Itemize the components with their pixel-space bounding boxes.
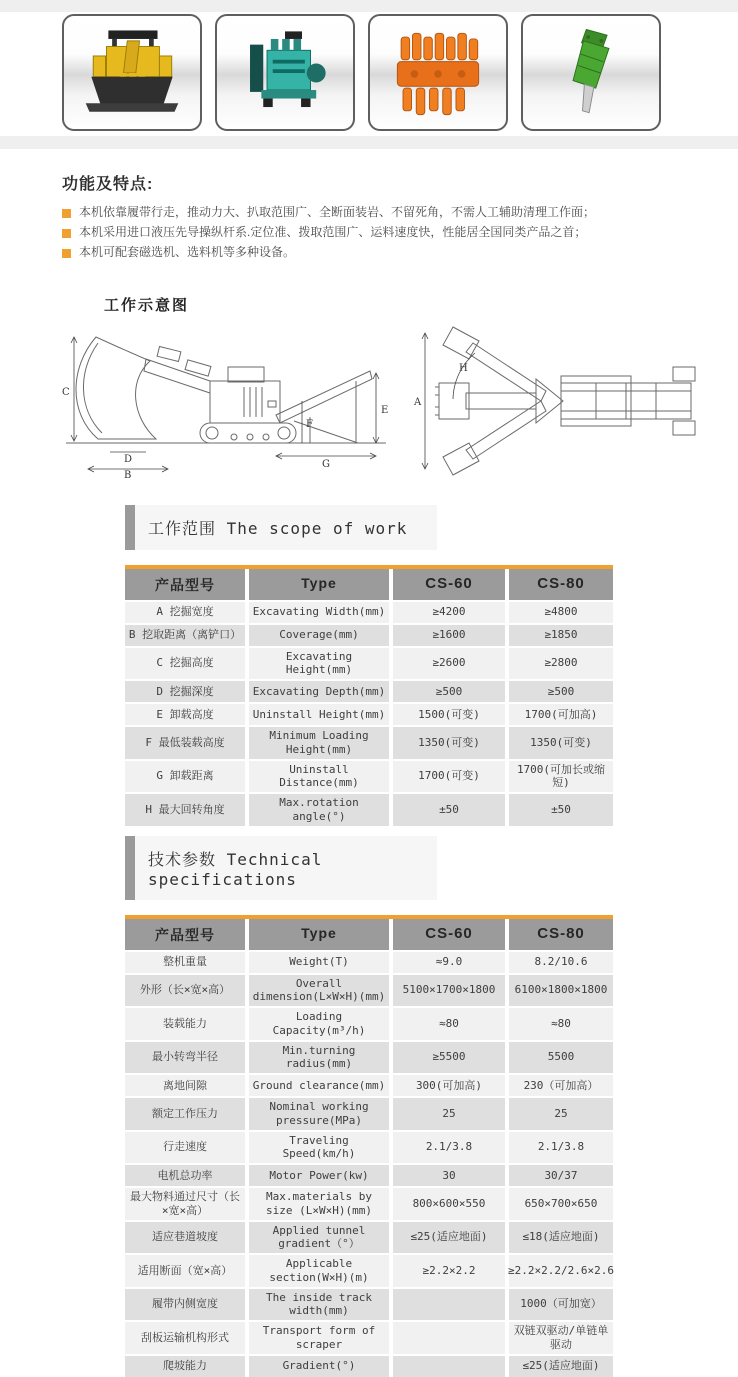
- table-row: [125, 1165, 613, 1186]
- row-type-cell: Excavating Width(mm): [249, 602, 389, 623]
- row-label-cell: 适应巷道坡度: [125, 1222, 245, 1254]
- top-view-diagram: [411, 321, 711, 481]
- row-cs80-cell: 30/37: [509, 1165, 613, 1186]
- row-label-cell: 装载能力: [125, 1008, 245, 1040]
- row-cs80-cell: ±50: [509, 794, 613, 826]
- row-label-cell: E 卸载高度: [125, 704, 245, 725]
- scope-of-work-table: [125, 565, 613, 826]
- table-row: [125, 727, 613, 759]
- feature-list: [62, 206, 738, 260]
- row-label-cell: B 挖取距离（离铲口）: [125, 625, 245, 646]
- row-cs80-cell: 8.2/10.6: [509, 952, 613, 973]
- row-cs60-cell: ≥2600: [393, 648, 505, 680]
- section-header-scope-of-work: 工作范围 The scope of work: [125, 505, 437, 550]
- row-cs80-cell: 25: [509, 1098, 613, 1130]
- row-type-cell: Motor Power(kw): [249, 1165, 389, 1186]
- row-label-cell: 电机总功率: [125, 1165, 245, 1186]
- table-row: [125, 1075, 613, 1096]
- row-type-cell: Excavating Height(mm): [249, 648, 389, 680]
- table-row: [125, 1132, 613, 1164]
- row-cs80-cell: ≥2.2×2.2/2.6×2.6: [509, 1255, 613, 1287]
- row-type-cell: Loading Capacity(m³/h): [249, 1008, 389, 1040]
- side-view-diagram: [58, 321, 393, 479]
- work-diagram-title: 工作示意图: [104, 296, 190, 314]
- row-cs60-cell: 1700(可变): [393, 761, 505, 793]
- table-row: [125, 704, 613, 725]
- table-row: [125, 648, 613, 680]
- row-label-cell: A 挖掘宽度: [125, 602, 245, 623]
- table-row: [125, 1222, 613, 1254]
- svg-text:E: E: [381, 404, 389, 416]
- row-label-cell: 爬坡能力: [125, 1356, 245, 1377]
- row-type-cell: Traveling Speed(km/h): [249, 1132, 389, 1164]
- row-cs80-cell: 6100×1800×1800: [509, 975, 613, 1007]
- row-label-cell: 刮板运输机构形式: [125, 1322, 245, 1354]
- row-cs60-cell: ≥4200: [393, 602, 505, 623]
- row-cs80-cell: 1700(可加高): [509, 704, 613, 725]
- column-header-type: Type: [249, 919, 389, 950]
- row-cs60-cell: ≥1600: [393, 625, 505, 646]
- row-cs60-cell: ≈80: [393, 1008, 505, 1040]
- row-label-cell: 外形（长×宽×高）: [125, 975, 245, 1007]
- svg-text:C: C: [62, 386, 70, 398]
- row-cs60-cell: 1500(可变): [393, 704, 505, 725]
- row-label-cell: 最小转弯半径: [125, 1042, 245, 1074]
- row-cs80-cell: ≤18(适应地面): [509, 1222, 613, 1254]
- thumbnail-crawler-loader[interactable]: [62, 14, 202, 131]
- table-body: [125, 602, 613, 826]
- thumbnail-hydraulic-valve[interactable]: [368, 14, 508, 131]
- row-type-cell: Uninstall Distance(mm): [249, 761, 389, 793]
- svg-text:G: G: [322, 458, 330, 470]
- row-type-cell: Max.rotation angle(°): [249, 794, 389, 826]
- hydraulic-valve-icon: [386, 25, 490, 121]
- row-type-cell: Overall dimension(L×W×H)(mm): [249, 975, 389, 1007]
- row-cs60-cell: 30: [393, 1165, 505, 1186]
- row-label-cell: 整机重量: [125, 952, 245, 973]
- row-cs80-cell: 650×700×650: [509, 1188, 613, 1220]
- row-cs60-cell: ≤25(适应地面): [393, 1222, 505, 1254]
- table-row: [125, 1008, 613, 1040]
- row-cs80-cell: ≥500: [509, 681, 613, 702]
- row-cs60-cell: 25: [393, 1098, 505, 1130]
- row-type-cell: Excavating Depth(mm): [249, 681, 389, 702]
- row-cs60-cell: 300(可加高): [393, 1075, 505, 1096]
- row-type-cell: Ground clearance(mm): [249, 1075, 389, 1096]
- row-cs60-cell: ≈9.0: [393, 952, 505, 973]
- row-type-cell: The inside track width(mm): [249, 1289, 389, 1321]
- thumbnail-hydraulic-breaker[interactable]: [521, 14, 661, 131]
- table-row: [125, 1356, 613, 1377]
- row-cs80-cell: ≥4800: [509, 602, 613, 623]
- features-section: [62, 171, 738, 260]
- row-cs80-cell: 1000（可加宽）: [509, 1289, 613, 1321]
- features-title: 功能及特点:: [62, 176, 154, 193]
- orange-bullet-icon: [62, 249, 71, 258]
- table-row: [125, 761, 613, 793]
- row-cs60-cell: ≥2.2×2.2: [393, 1255, 505, 1287]
- hydraulic-breaker-icon: [539, 25, 643, 121]
- svg-text:F: F: [306, 418, 313, 430]
- row-type-cell: Transport form of scraper: [249, 1322, 389, 1354]
- row-label-cell: 行走速度: [125, 1132, 245, 1164]
- row-type-cell: Nominal working pressure(MPa): [249, 1098, 389, 1130]
- row-type-cell: Minimum Loading Height(mm): [249, 727, 389, 759]
- svg-text:H: H: [459, 362, 468, 374]
- row-cs60-cell: 2.1/3.8: [393, 1132, 505, 1164]
- table-row: [125, 1042, 613, 1074]
- column-header-product-model: 产品型号: [125, 569, 245, 600]
- diesel-engine-icon: [233, 25, 337, 121]
- row-cs60-cell: ≥5500: [393, 1042, 505, 1074]
- row-label-cell: H 最大回转角度: [125, 794, 245, 826]
- row-cs60-cell: 800×600×550: [393, 1188, 505, 1220]
- column-header-cs60: CS-60: [393, 569, 505, 600]
- table-row: [125, 975, 613, 1007]
- orange-bullet-icon: [62, 229, 71, 238]
- row-cs80-cell: ≈80: [509, 1008, 613, 1040]
- column-header-cs60: CS-60: [393, 919, 505, 950]
- row-label-cell: F 最低装载高度: [125, 727, 245, 759]
- svg-text:B: B: [124, 469, 132, 479]
- table-row: [125, 794, 613, 826]
- row-label-cell: D 挖掘深度: [125, 681, 245, 702]
- row-label-cell: 适用断面（宽×高）: [125, 1255, 245, 1287]
- feature-item: [62, 226, 738, 239]
- row-label-cell: 最大物料通过尺寸（长×宽×高）: [125, 1188, 245, 1220]
- row-cs60-cell: ±50: [393, 794, 505, 826]
- row-cs60-cell: [393, 1289, 505, 1321]
- row-type-cell: Gradient(°): [249, 1356, 389, 1377]
- row-cs80-cell: 230（可加高）: [509, 1075, 613, 1096]
- column-header-type: Type: [249, 569, 389, 600]
- row-cs60-cell: 5100×1700×1800: [393, 975, 505, 1007]
- row-cs60-cell: [393, 1322, 505, 1354]
- technical-specifications-table: [125, 915, 613, 1377]
- row-type-cell: Coverage(mm): [249, 625, 389, 646]
- feature-item: [62, 206, 738, 219]
- row-cs80-cell: 1350(可变): [509, 727, 613, 759]
- row-cs80-cell: 2.1/3.8: [509, 1132, 613, 1164]
- page-top-band: [0, 0, 738, 12]
- svg-text:D: D: [124, 453, 133, 465]
- row-type-cell: Applicable section(W×H)(m): [249, 1255, 389, 1287]
- work-diagrams: [58, 321, 738, 481]
- feature-item: [62, 246, 738, 259]
- table-row: [125, 952, 613, 973]
- table-body: [125, 952, 613, 1377]
- column-header-cs80: CS-80: [509, 919, 613, 950]
- table-header-row: [125, 915, 613, 950]
- table-row: [125, 1188, 613, 1220]
- row-label-cell: 履带内侧宽度: [125, 1289, 245, 1321]
- table-header-row: [125, 565, 613, 600]
- row-type-cell: Max.materials by size (L×W×H)(mm): [249, 1188, 389, 1220]
- svg-text:A: A: [414, 396, 422, 408]
- thumbnail-diesel-engine[interactable]: [215, 14, 355, 131]
- table-row: [125, 681, 613, 702]
- row-type-cell: Min.turning radius(mm): [249, 1042, 389, 1074]
- row-cs80-cell: ≥2800: [509, 648, 613, 680]
- row-type-cell: Weight(T): [249, 952, 389, 973]
- table-row: [125, 1255, 613, 1287]
- orange-bullet-icon: [62, 209, 71, 218]
- row-cs60-cell: [393, 1356, 505, 1377]
- column-header-product-model: 产品型号: [125, 919, 245, 950]
- feature-text: 本机可配套磁选机、选料机等多种设备。: [79, 245, 296, 260]
- row-cs60-cell: ≥500: [393, 681, 505, 702]
- row-cs80-cell: 5500: [509, 1042, 613, 1074]
- row-label-cell: G 卸载距离: [125, 761, 245, 793]
- row-label-cell: 离地间隙: [125, 1075, 245, 1096]
- row-label-cell: 额定工作压力: [125, 1098, 245, 1130]
- row-cs80-cell: 1700(可加长或缩短): [509, 761, 613, 793]
- feature-text: 本机依靠履带行走，推动力大、扒取范围广、全断面装岩、不留死角，不需人工辅助清理工作面；: [79, 205, 596, 219]
- row-cs80-cell: ≤25(适应地面): [509, 1356, 613, 1377]
- product-thumbnail-row: [0, 14, 738, 131]
- table-row: [125, 625, 613, 646]
- row-type-cell: Uninstall Height(mm): [249, 704, 389, 725]
- section-header-technical-specifications: 技术参数 Technical specifications: [125, 836, 437, 900]
- table-row: [125, 602, 613, 623]
- table-row: [125, 1289, 613, 1321]
- row-type-cell: Applied tunnel gradient（°）: [249, 1222, 389, 1254]
- row-cs60-cell: 1350(可变): [393, 727, 505, 759]
- table-row: [125, 1322, 613, 1354]
- table-row: [125, 1098, 613, 1130]
- feature-text: 本机采用进口液压先导操纵杆系.定位准、拨取范围广、运料速度快，性能居全国同类产品之首；: [79, 225, 587, 240]
- row-cs80-cell: 双链双驱动/单链单驱动: [509, 1322, 613, 1354]
- thumbnail-row-underline: [0, 136, 738, 149]
- crawler-loader-icon: [80, 25, 184, 121]
- column-header-cs80: CS-80: [509, 569, 613, 600]
- row-cs80-cell: ≥1850: [509, 625, 613, 646]
- row-label-cell: C 挖掘高度: [125, 648, 245, 680]
